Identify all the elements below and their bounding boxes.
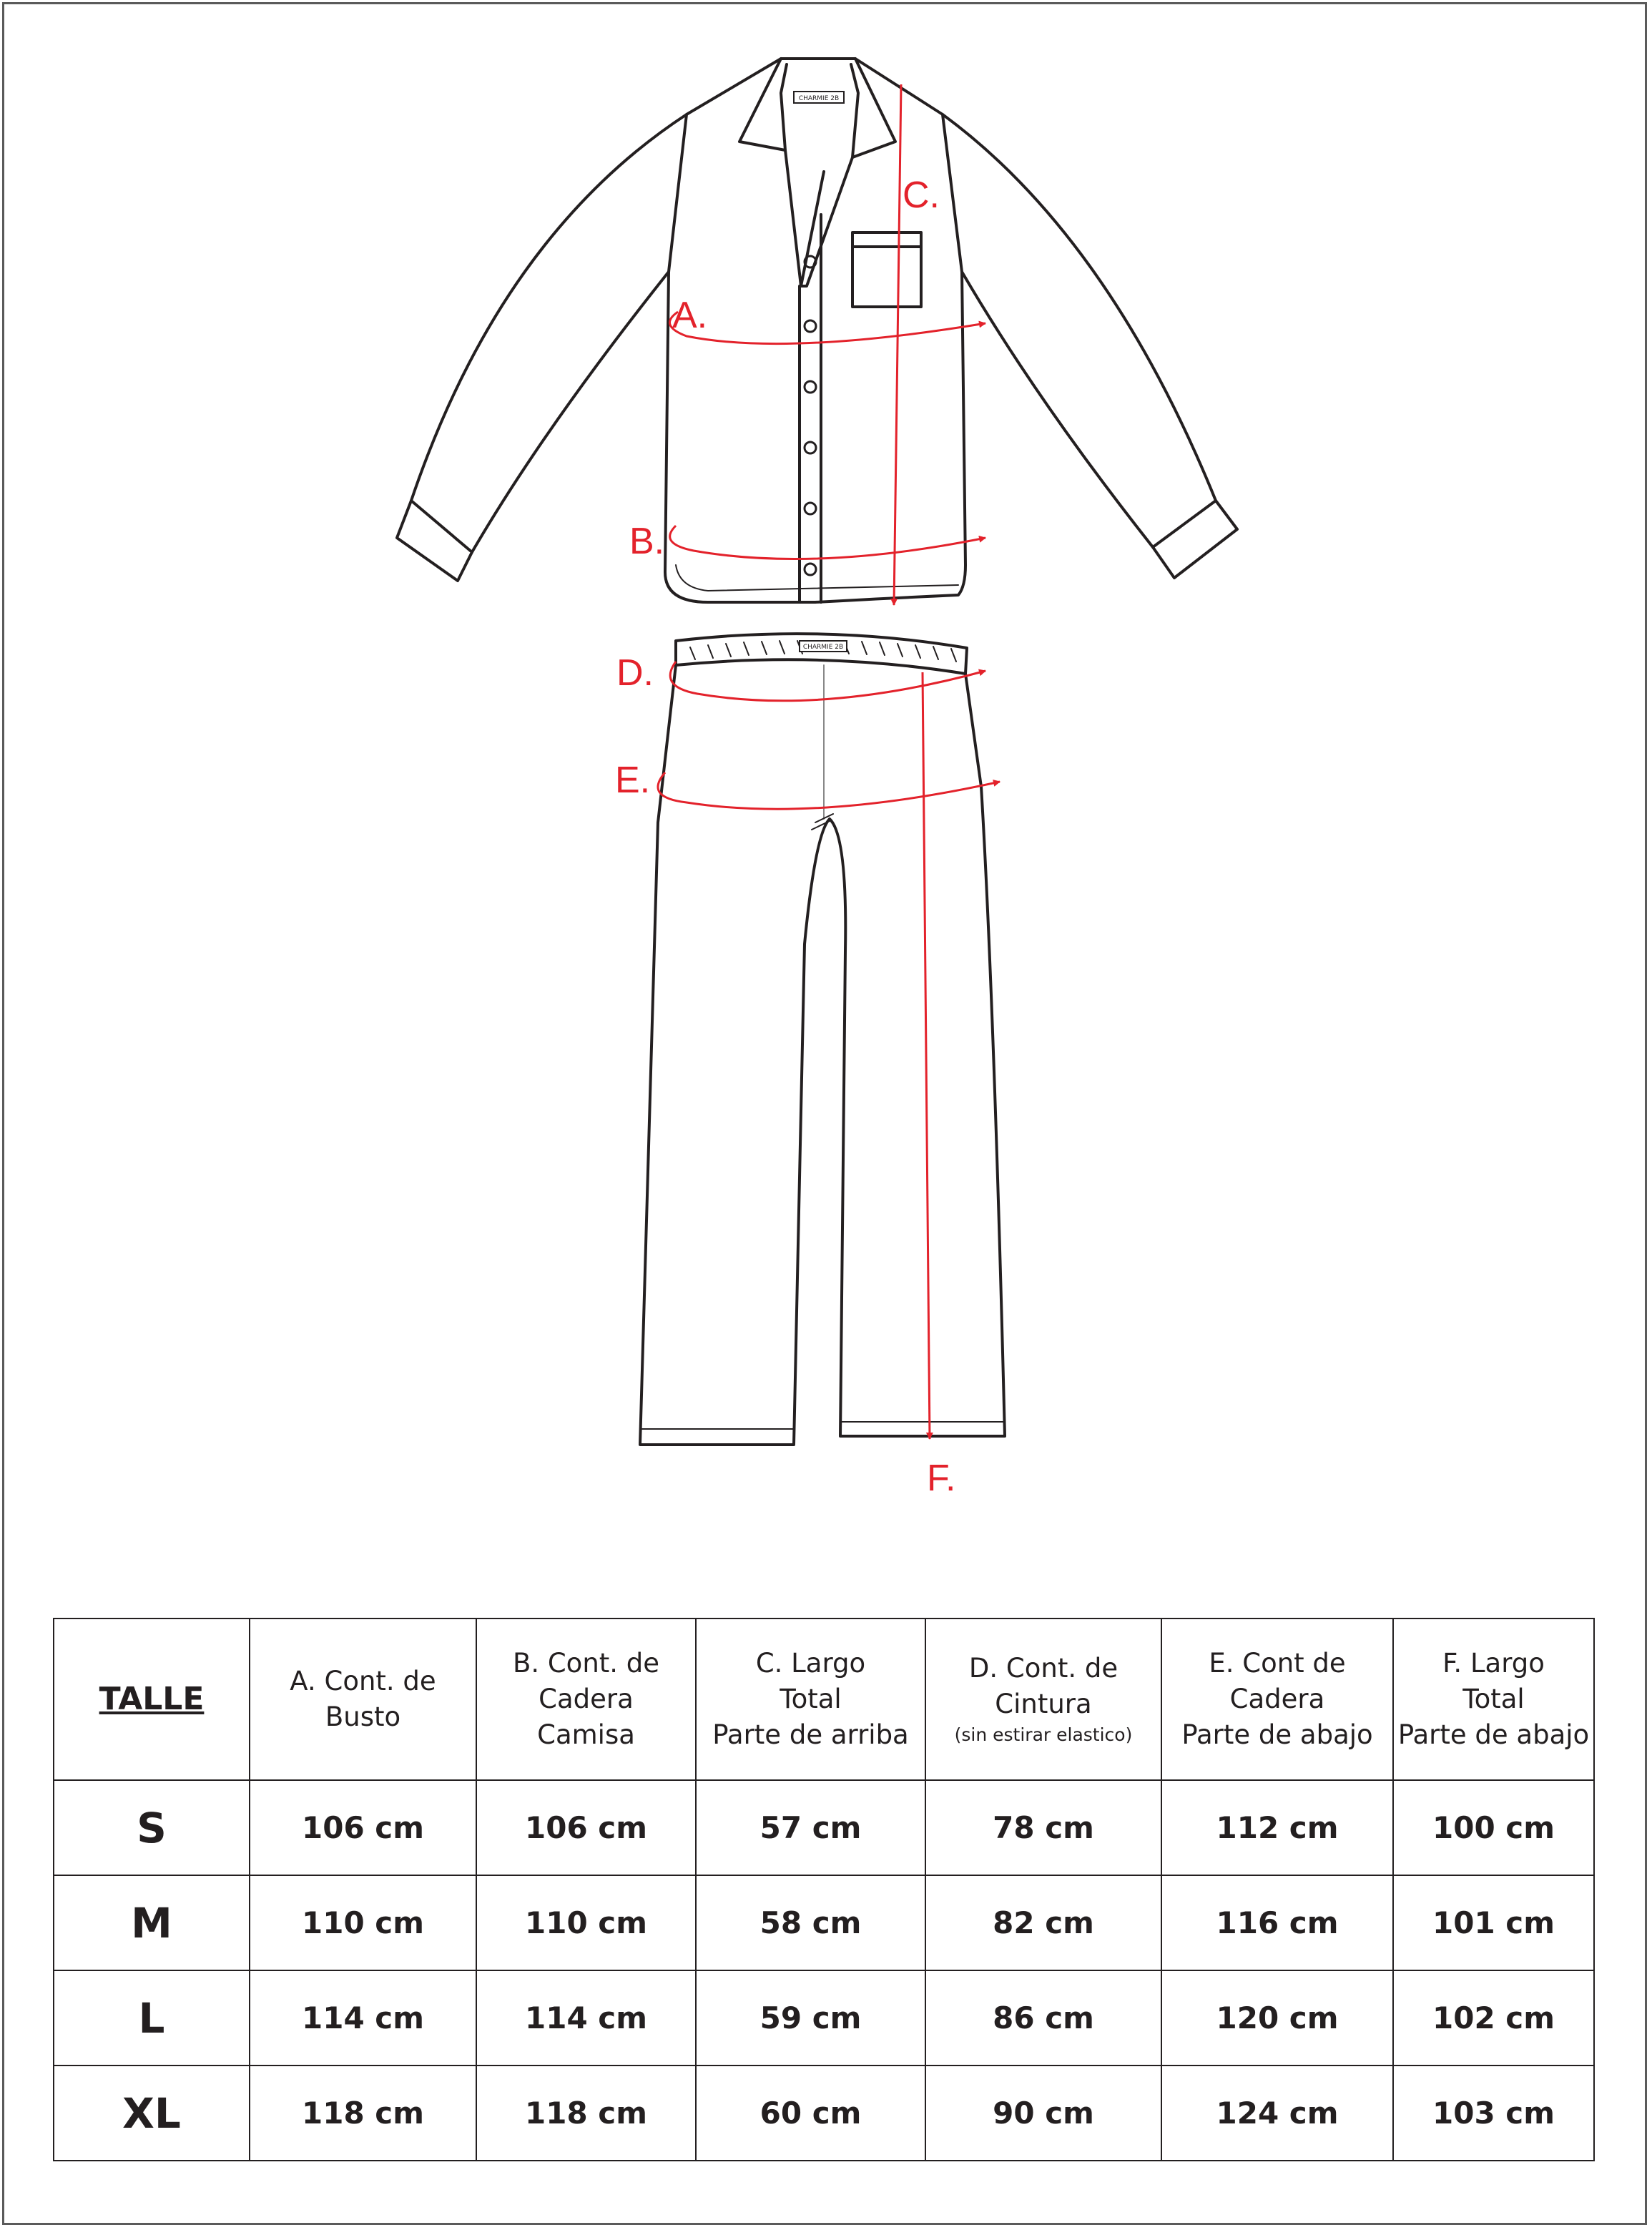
size-table: [53, 1618, 1595, 2161]
header-d: D. Cont. de Cintura (sin estirar elastico): [925, 1619, 1161, 1780]
measure-b-label: B.: [629, 521, 665, 562]
table-cell: 114 cm: [250, 1970, 476, 2066]
table-cell: 118 cm: [250, 2066, 476, 2161]
measure-c-line: [894, 84, 901, 605]
measure-d-line: [670, 662, 985, 701]
measure-f-label: F.: [927, 1458, 956, 1499]
header-b: B. Cont. de Cadera Camisa: [476, 1619, 696, 1780]
header-e: E. Cont de Cadera Parte de abajo: [1161, 1619, 1393, 1780]
svg-text:CHARMIE 2B: CHARMIE 2B: [802, 644, 844, 651]
measure-d-label: D.: [616, 652, 654, 694]
shirt-tag: [794, 92, 844, 103]
table-cell: 103 cm: [1393, 2066, 1594, 2161]
measure-a-label: A.: [672, 295, 708, 336]
table-cell: 110 cm: [476, 1875, 696, 1970]
pants-tag: [800, 641, 847, 652]
table-cell: 60 cm: [696, 2066, 925, 2161]
table-cell: 120 cm: [1161, 1970, 1393, 2066]
table-cell: 90 cm: [925, 2066, 1161, 2161]
svg-text:CHARMIE 2B: CHARMIE 2B: [798, 95, 840, 102]
header-c: C. Largo Total Parte de arriba: [696, 1619, 925, 1780]
shirt-left-cuff: [397, 501, 472, 581]
measure-a-line: [669, 312, 985, 344]
size-label: XL: [54, 2066, 250, 2161]
size-label: M: [54, 1875, 250, 1970]
header-d-note: (sin estirar elastico): [954, 1724, 1133, 1745]
measure-e-line: [658, 772, 1000, 809]
size-label: L: [54, 1970, 250, 2066]
table-cell: 82 cm: [925, 1875, 1161, 1970]
pants-outline: [640, 665, 1005, 1445]
table-row: [54, 1970, 1594, 2066]
table-cell: 106 cm: [250, 1780, 476, 1875]
pants-waistband: [676, 634, 967, 674]
table-cell: 59 cm: [696, 1970, 925, 2066]
size-label: S: [54, 1780, 250, 1875]
table-row: [54, 1780, 1594, 1875]
pants-drawing: [640, 634, 1005, 1445]
table-cell: 112 cm: [1161, 1780, 1393, 1875]
table-cell: 101 cm: [1393, 1875, 1594, 1970]
table-cell: 106 cm: [476, 1780, 696, 1875]
table-cell: 57 cm: [696, 1780, 925, 1875]
table-cell: 102 cm: [1393, 1970, 1594, 2066]
table-cell: 116 cm: [1161, 1875, 1393, 1970]
header-f: F. Largo Total Parte de abajo: [1393, 1619, 1594, 1780]
measure-b-line: [670, 526, 985, 559]
table-cell: 78 cm: [925, 1780, 1161, 1875]
measure-e-label: E.: [615, 760, 651, 801]
table-cell: 58 cm: [696, 1875, 925, 1970]
size-table-header: [54, 1619, 1594, 1780]
table-cell: 124 cm: [1161, 2066, 1393, 2161]
table-row: [54, 2066, 1594, 2161]
table-cell: 100 cm: [1393, 1780, 1594, 1875]
table-row: [54, 1875, 1594, 1970]
shirt-buttons: [805, 256, 816, 575]
shirt-pocket: [852, 232, 921, 307]
table-cell: 114 cm: [476, 1970, 696, 2066]
table-cell: 86 cm: [925, 1970, 1161, 2066]
shirt-drawing: [397, 59, 1237, 602]
measure-c-label: C.: [903, 175, 940, 216]
measurement-lines: [658, 84, 1000, 1439]
shirt-left-sleeve: [411, 114, 687, 552]
header-talle: TALLE: [54, 1619, 250, 1780]
table-cell: 118 cm: [476, 2066, 696, 2161]
measure-f-line: [923, 672, 930, 1439]
header-a: A. Cont. de Busto: [250, 1619, 476, 1780]
shirt-right-sleeve: [943, 114, 1216, 547]
table-cell: 110 cm: [250, 1875, 476, 1970]
